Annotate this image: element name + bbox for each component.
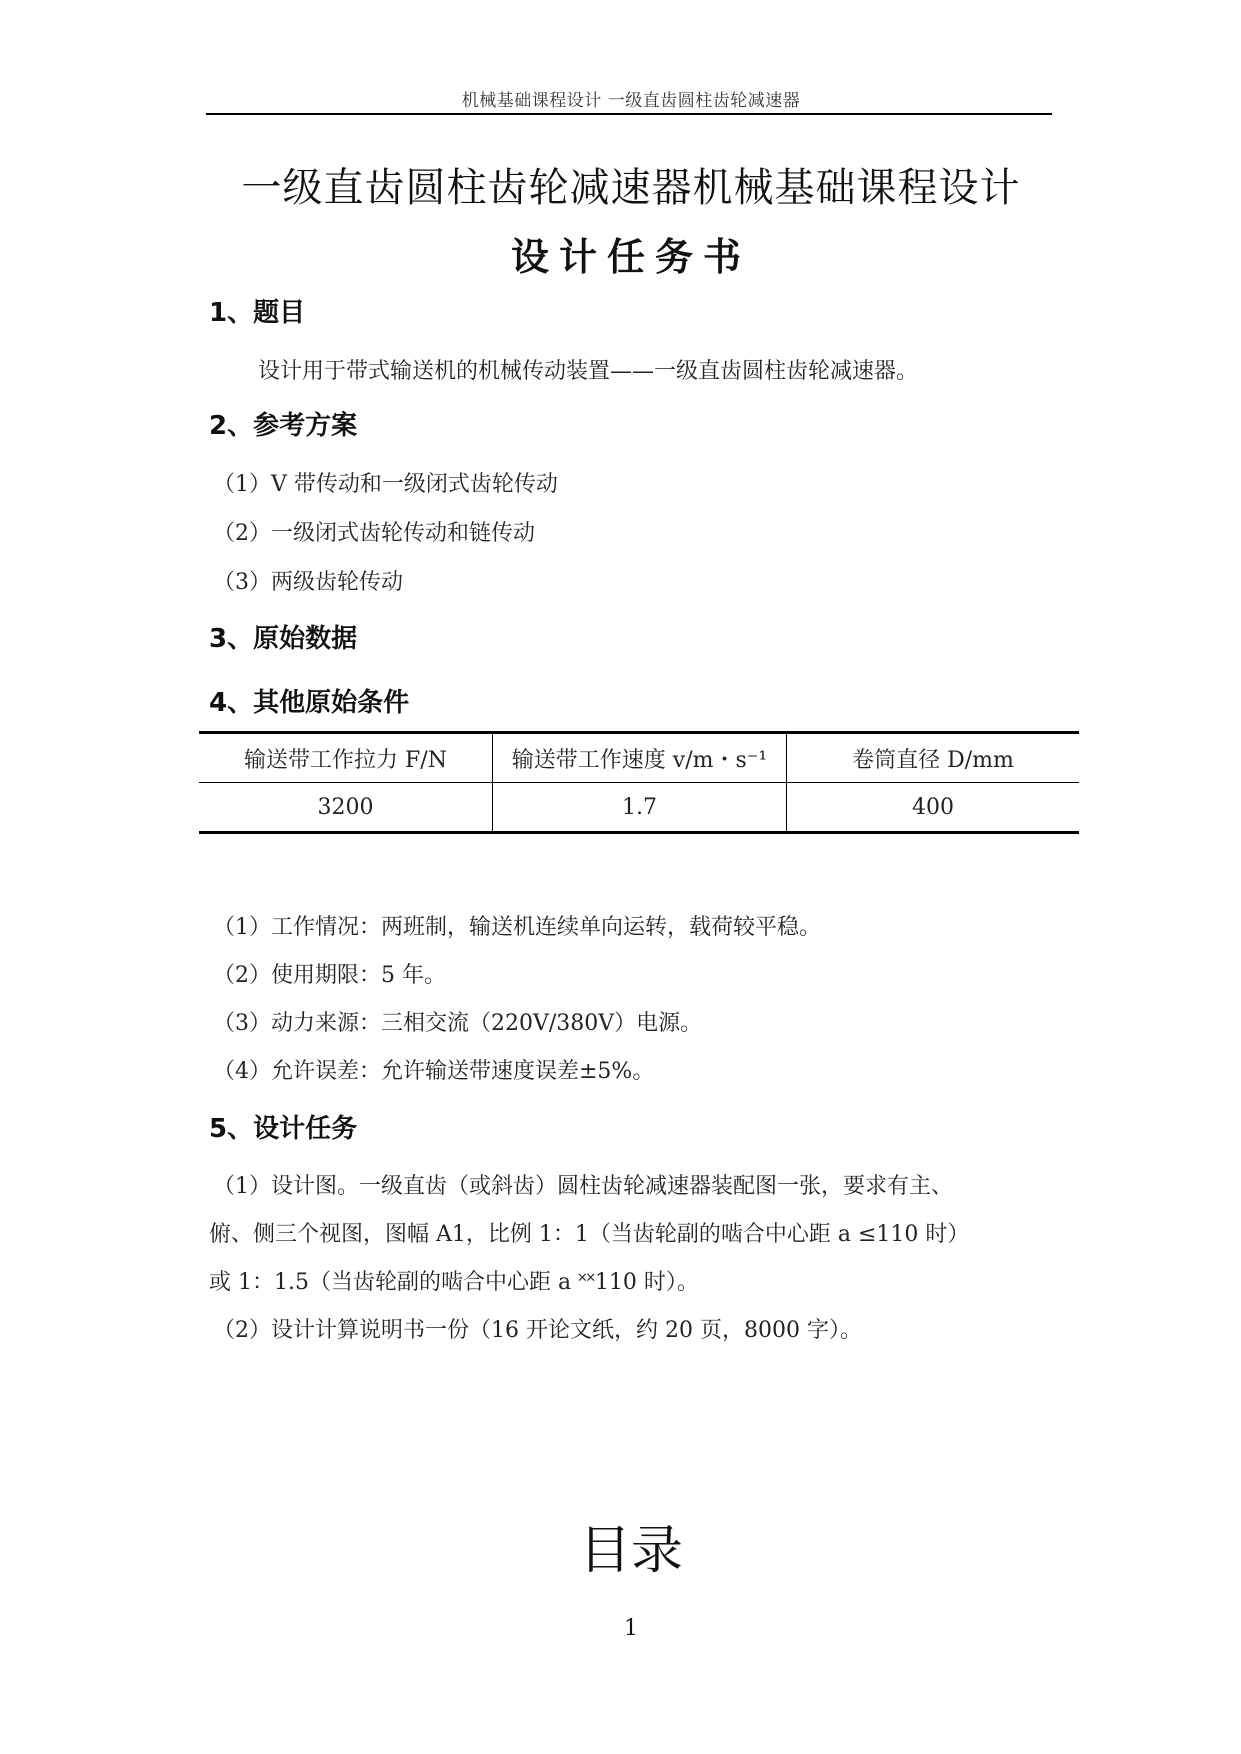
topic-text: 设计用于带式输送机的机械传动装置——一级直齿圆柱齿轮减速器。 (258, 359, 919, 384)
condition-item: （1）工作情况：两班制，输送机连续单向运转，载荷较平稳。 (213, 915, 821, 940)
scheme-item: （2）一级闭式齿轮传动和链传动 (213, 521, 535, 546)
task-line: 或 1：1.5（当齿轮副的啮合中心距 a ˟˟110 时）。 (209, 1270, 699, 1295)
section-heading-other-conditions: 4、其他原始条件 (209, 688, 410, 718)
column-header-belt-force: 输送带工作拉力 F/N (244, 747, 447, 773)
condition-item: （2）使用期限：5 年。 (213, 963, 446, 988)
header-rule (206, 113, 1052, 115)
parameters-table (199, 731, 1079, 834)
column-header-drum-diameter: 卷筒直径 D/mm (787, 733, 1080, 783)
document-title: 一级直齿圆柱齿轮减速器机械基础课程设计 (241, 165, 1021, 211)
table-header-row (199, 733, 1079, 783)
table-row (199, 783, 1079, 833)
scheme-item: （3）两级齿轮传动 (213, 570, 403, 595)
task-line: （1）设计图。一级直齿（或斜齿）圆柱齿轮减速器装配图一张，要求有主、 (213, 1174, 953, 1199)
cell-drum-diameter: 400 (787, 783, 1080, 833)
cell-belt-force: 3200 (317, 794, 374, 820)
condition-item: （4）允许误差：允许输送带速度误差±5%。 (213, 1059, 655, 1084)
running-header: 机械基础课程设计 一级直齿圆柱齿轮减速器 (461, 91, 801, 111)
task-line: （2）设计计算说明书一份（16 开论文纸，约 20 页，8000 字）。 (213, 1318, 862, 1343)
section-heading-raw-data: 3、原始数据 (209, 624, 358, 654)
section-heading-schemes: 2、参考方案 (209, 411, 358, 441)
section-heading-design-tasks: 5、设计任务 (209, 1114, 358, 1144)
scheme-item: （1）V 带传动和一级闭式齿轮传动 (213, 472, 558, 497)
column-header-belt-speed: 输送带工作速度 v/m・s⁻¹ (493, 733, 787, 783)
document-subtitle: 设计任务书 (510, 235, 751, 279)
page-number: 1 (624, 1616, 638, 1641)
toc-title: 目录 (578, 1521, 683, 1581)
cell-belt-speed: 1.7 (493, 783, 787, 833)
section-heading-topic: 1、题目 (209, 298, 306, 328)
task-line: 俯、侧三个视图，图幅 A1，比例 1：1（当齿轮副的啮合中心距 a ≤110 时） (209, 1222, 970, 1247)
condition-item: （3）动力来源：三相交流（220V/380V）电源。 (213, 1011, 703, 1036)
